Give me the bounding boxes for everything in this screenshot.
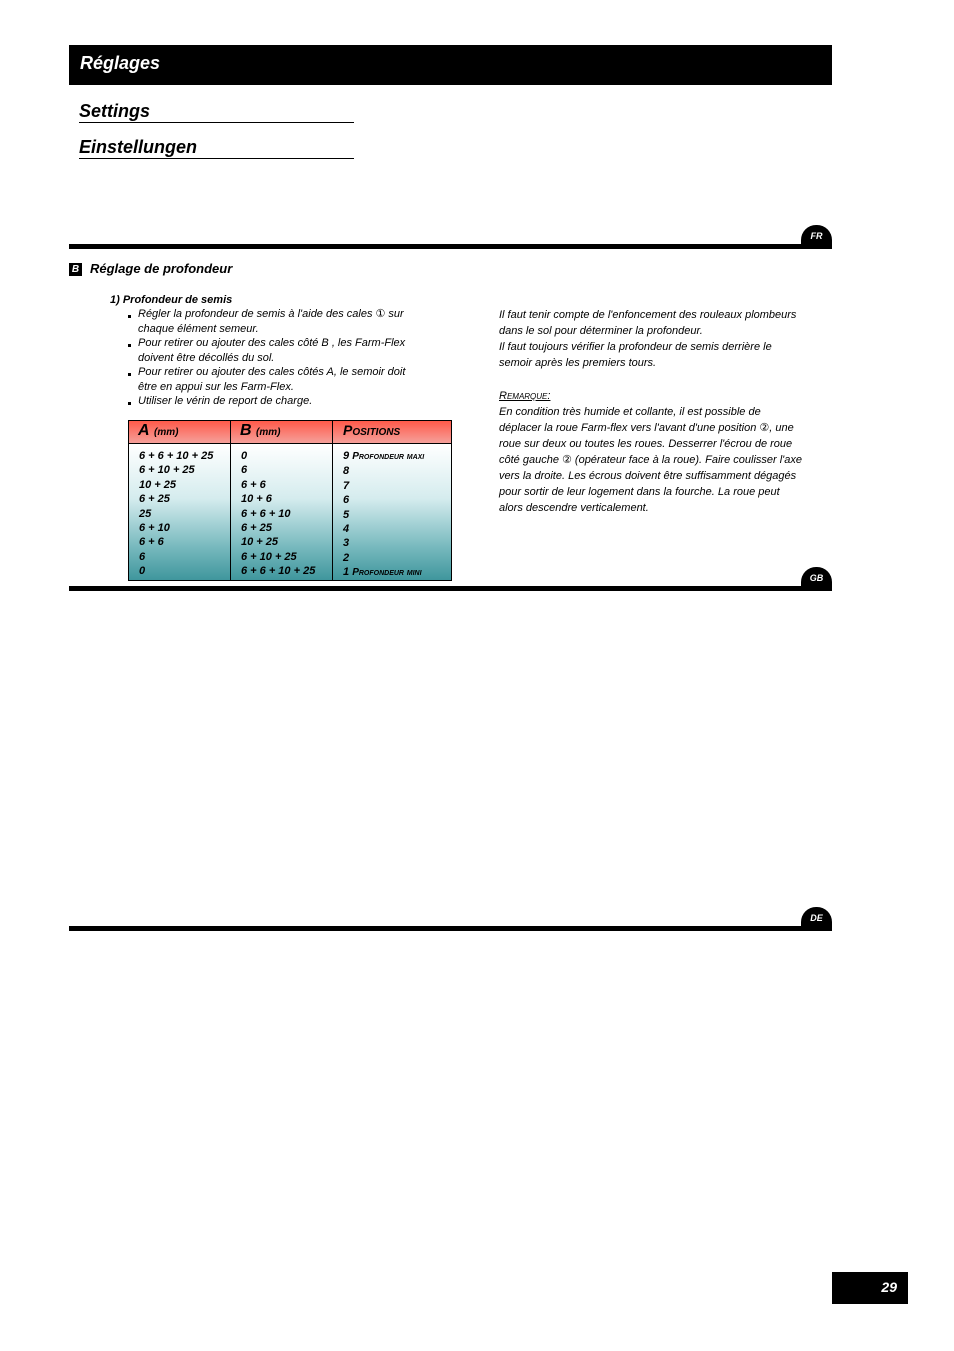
- subtitle-einstellungen: Einstellungen: [79, 136, 354, 159]
- page-title: Réglages: [80, 53, 161, 73]
- position-min-label: Profondeur mini: [352, 567, 422, 579]
- cell-b: 10 + 25: [241, 536, 279, 549]
- depth-table: [128, 420, 452, 581]
- cell-a: 6 + 6 + 10 + 25: [139, 450, 214, 462]
- cell-position: 5: [343, 508, 350, 521]
- cell-a: 25: [139, 507, 152, 520]
- remark-block: [499, 388, 804, 516]
- cell-a: 6: [139, 550, 146, 563]
- cell-position: 9 Profondeur maxi: [343, 450, 425, 462]
- cell-a: 6 + 25: [139, 493, 170, 506]
- step-title: 1) Profondeur de semis: [110, 294, 233, 306]
- column-divider: [332, 421, 333, 580]
- section-divider-gb: [69, 586, 832, 591]
- lang-tab-fr: FR: [801, 225, 832, 246]
- depth-note-text: [499, 307, 804, 371]
- cell-a: 10 + 25: [139, 478, 177, 491]
- note-paragraph: Il faut tenir compte de l'enfoncement des rouleaux plombeurs dans le sol pour déterminer la profondeur.: [499, 309, 797, 337]
- section-heading: [69, 261, 232, 276]
- remark-text: En condition très humide et collante, il est possible de déplacer la roue Farm-flex vers l'avant d'une position ②, une roue sur deux ou toutes les roues. Desserrer l'écrou de roue côté gauche ② (opérateur face à la roue). Faire coulisser l'axe vers la droite. Les écrous doivent être suffisamment dégagés pour sortir de leur logement dans la fourche. La roue peut alors descendre verticalement.: [499, 406, 803, 514]
- cell-position: 1 Profondeur mini: [343, 566, 422, 579]
- cell-b: 6 + 10 + 25: [241, 550, 297, 563]
- instruction-item: Pour retirer ou ajouter des cales côté B , les Farm-Flex doivent être décollés du sol.: [126, 336, 426, 365]
- header-col-positions: Positions: [343, 422, 401, 438]
- col-positions-values: [343, 449, 424, 581]
- instruction-item: Utiliser le vérin de report de charge.: [126, 394, 426, 409]
- col-a-values: [139, 449, 213, 579]
- instruction-item: Pour retirer ou ajouter des cales côtés A, le semoir doit être en appui sur les Farm-Flex.: [126, 365, 426, 394]
- subtitle-settings: Settings: [79, 100, 354, 123]
- col-b-values: [241, 449, 315, 579]
- cell-position: 4: [343, 523, 350, 536]
- section-divider-fr: [69, 244, 832, 249]
- cell-b: 6 + 25: [241, 522, 272, 535]
- cell-position: 7: [343, 479, 350, 492]
- cell-position: 6: [343, 494, 350, 507]
- header-col-b: B (mm): [240, 422, 281, 439]
- section-divider-de: [69, 926, 832, 931]
- cell-position: 3: [343, 537, 350, 550]
- cell-b: 6: [241, 464, 248, 477]
- lang-tab-de: DE: [801, 907, 832, 928]
- header-col-a: A (mm): [138, 422, 179, 439]
- cell-a: 6 + 6: [139, 536, 164, 549]
- remark-label: Remarque:: [499, 390, 551, 402]
- section-title: Réglage de profondeur: [90, 261, 233, 276]
- lang-tab-gb: GB: [801, 567, 832, 588]
- note-paragraph: Il faut toujours vérifier la profondeur de semis derrière le semoir après les premiers tours.: [499, 341, 772, 369]
- column-divider: [230, 421, 231, 580]
- page-number: 29: [832, 1272, 908, 1304]
- title-bar: [69, 45, 832, 85]
- cell-b: 10 + 6: [241, 493, 272, 506]
- cell-b: 6 + 6 + 10 + 25: [241, 565, 316, 578]
- cell-position: 2: [343, 551, 350, 564]
- section-letter-badge: B: [69, 263, 82, 276]
- cell-b: 0: [241, 450, 248, 462]
- instruction-item: Régler la profondeur de semis à l'aide des cales ① sur chaque élément semeur.: [126, 307, 426, 336]
- position-max-label: Profondeur maxi: [352, 451, 425, 462]
- cell-a: 0: [139, 565, 146, 578]
- cell-b: 6 + 6 + 10: [241, 507, 291, 520]
- cell-position: 8: [343, 465, 350, 478]
- cell-a: 6 + 10: [139, 522, 170, 535]
- instruction-list: [126, 307, 426, 409]
- cell-a: 6 + 10 + 25: [139, 464, 195, 477]
- cell-b: 6 + 6: [241, 478, 266, 491]
